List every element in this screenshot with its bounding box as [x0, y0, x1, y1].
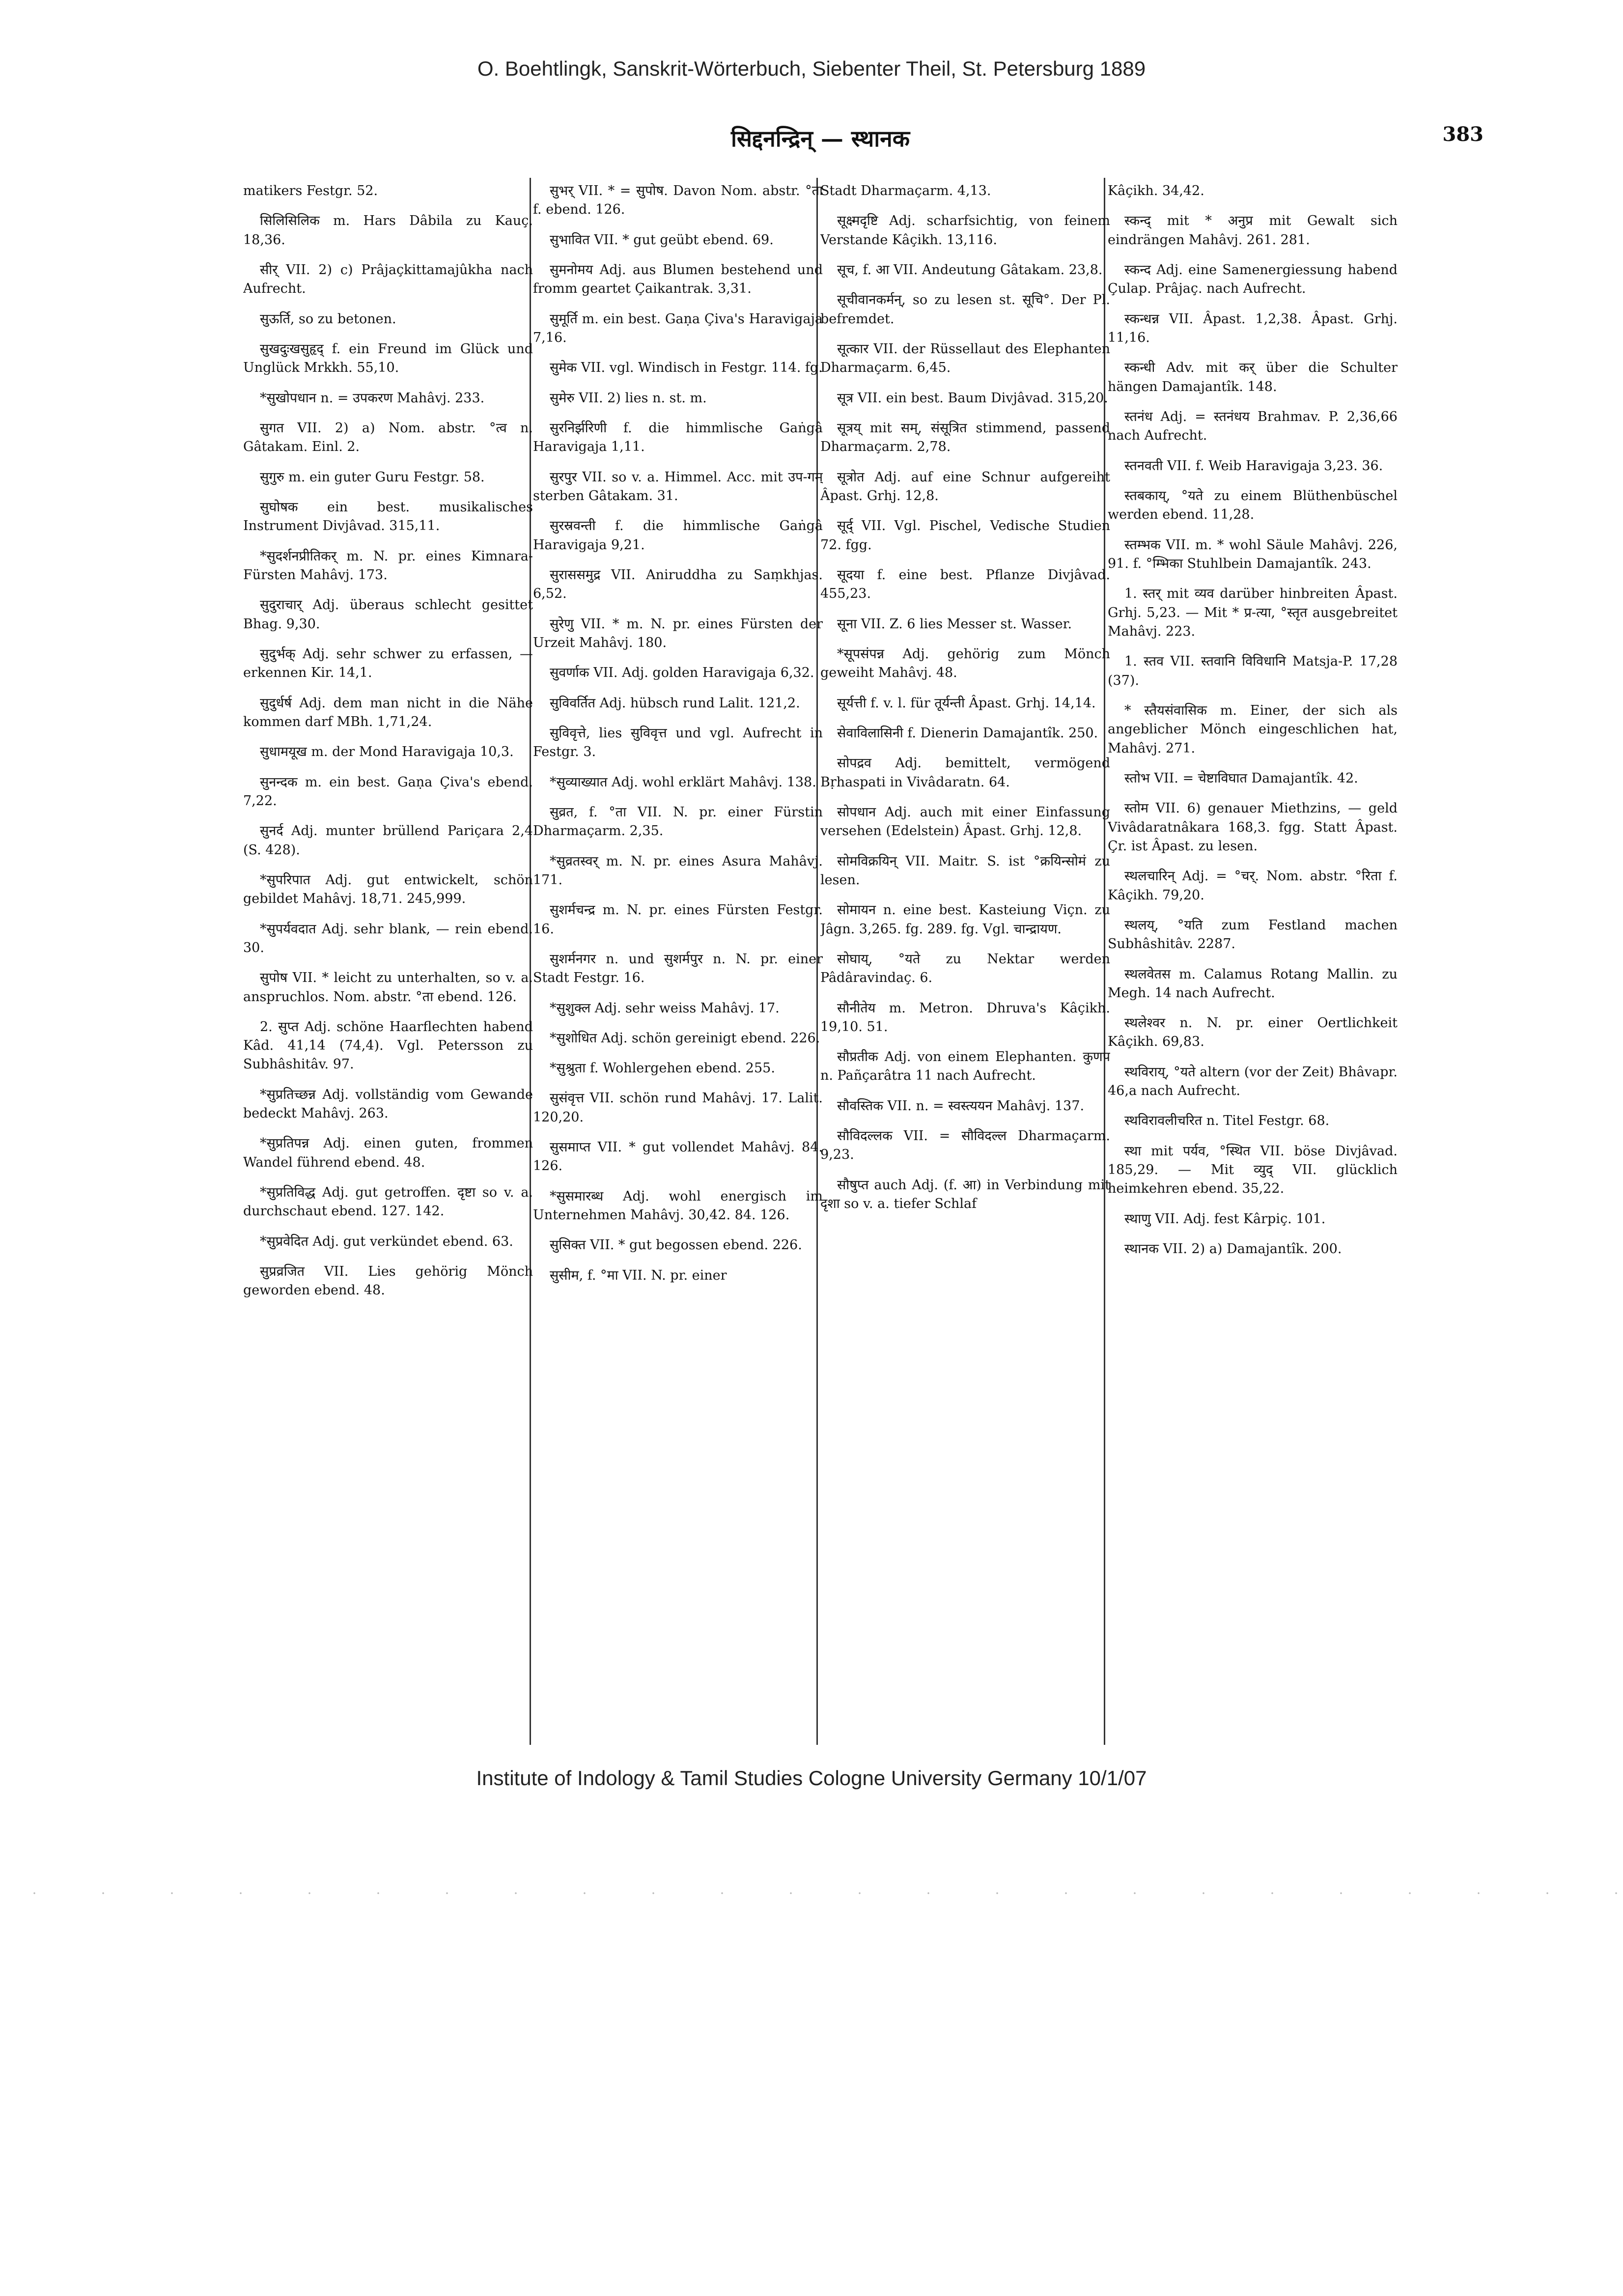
dictionary-entry: स्थलय्, °यति zum Festland machen Subhâshitâv. 2287. [1108, 917, 1398, 952]
dictionary-entry: सोमायन n. eine best. Kasteiung Viçn. zu Jâgn. 3,265. fg. 289. fg. Vgl. चान्द्रायण. [820, 902, 1110, 937]
dictionary-entry: सुगत VII. 2) a) Nom. abstr. °त्व n. Gâtakam. Einl. 2. [243, 420, 533, 455]
dictionary-entry: सूत्कार VII. der Rüssellaut des Elephanten Dharmaçarm. 6,45. [820, 341, 1110, 376]
dictionary-entry: * स्तैयसंवासिक m. Einer, der sich als angeblicher Mönch eingeschlichen hat, Mahâvj. 271. [1108, 702, 1398, 756]
dictionary-entry: स्कन्धन्न VII. Âpast. 1,2,38. Âpast. Grhj. 11,16. [1108, 311, 1398, 345]
dictionary-entry: matikers Festgr. 52. [243, 183, 378, 198]
dictionary-entry: सुपोष VII. * leicht zu unterhalten, so v. a. anspruchlos. Nom. abstr. °ता ebend. 126. [243, 970, 533, 1005]
dictionary-entry: सूत्र VII. ein best. Baum Divjâvad. 315,20. [837, 390, 1108, 406]
dictionary-entry: स्थविराय्, °यते altern (vor der Zeit) Bhâvapr. 46,a nach Aufrecht. [1108, 1064, 1398, 1099]
dictionary-entry: स्थाणु VII. Adj. fest Kârpiç. 101. [1124, 1211, 1326, 1227]
dictionary-entry: सूक्ष्मदृष्टि Adj. scharfsichtig, von feinem Verstande Kâçikh. 13,116. [820, 213, 1110, 248]
dictionary-entry: *सूपसंपन्न Adj. gehörig zum Mönch geweiht Mahâvj. 48. [820, 646, 1110, 681]
dictionary-entry: सुप्रव्रजित VII. Lies gehörig Mönch geworden ebend. 48. [243, 1264, 533, 1298]
dictionary-entry: सीर् VII. 2) c) Prâjaçkittamajûkha nach Aufrecht. [243, 262, 533, 297]
dictionary-entry: सुनर्द Adj. munter brüllend Pariçara 2,4 (S. 428). [243, 823, 533, 858]
dictionary-entry: स्कन्धी Adv. mit कर् über die Schulter hängen Damajantîk. 148. [1108, 360, 1398, 394]
dictionary-entry: सोपद्रव Adj. bemittelt, vermögend Bṛhaspati in Vivâdaratn. 64. [820, 756, 1110, 790]
source-citation-header: O. Boehtlingk, Sanskrit-Wörterbuch, Siebenter Theil, St. Petersburg 1889 [477, 57, 1146, 80]
dictionary-entry: सूत्रोत Adj. auf eine Schnur aufgereiht Âpast. Grhj. 12,8. [820, 469, 1110, 504]
dictionary-entry: *सुप्रवेदित Adj. gut verkündet ebend. 63. [260, 1233, 513, 1249]
dictionary-entry: सूचीवानकर्मन्, so zu lesen st. सूचि°. Der Pl. befremdet. [820, 292, 1110, 327]
dictionary-entry: सुगुरु m. ein guter Guru Festgr. 58. [260, 469, 485, 485]
page-number: 383 [1442, 123, 1483, 146]
dictionary-entry: स्थलचारिन् Adj. = °चर्. Nom. abstr. °रिता f. Kâçikh. 79,20. [1108, 868, 1398, 903]
dictionary-entry: सेवाविलासिनी f. Dienerin Damajantîk. 250. [837, 725, 1098, 741]
dictionary-entry: सौवस्तिक VII. n. = स्वस्त्ययन Mahâvj. 137. [837, 1098, 1085, 1114]
dictionary-entry: *सुखोपधान n. = उपकरण Mahâvj. 233. [260, 390, 485, 406]
dictionary-entry: सुखदुःखसुहृद् f. ein Freund im Glück und Unglück Mrkkh. 55,10. [243, 341, 533, 376]
dictionary-entry: सूर्यत्ती f. v. l. für तूर्यन्ती Âpast. Grhj. 14,14. [837, 695, 1096, 711]
dictionary-entry: स्तोभ VII. = चेष्टाविघात Damajantîk. 42. [1124, 770, 1358, 786]
dictionary-entry: सुशर्मनगर n. und सुशर्मपुर n. N. pr. einer Stadt Festgr. 16. [533, 951, 823, 986]
dictionary-entry: सोमविक्रयिन् VII. Maitr. S. ist °क्रयिन्सोमं zu lesen. [820, 853, 1110, 888]
dictionary-entry: सौषुप्त auch Adj. (f. आ) in Verbindung mit दृशा so v. a. tiefer Schlaf [820, 1177, 1110, 1212]
dictionary-column-4 [1108, 182, 1398, 1739]
dictionary-entry: सूर्द् VII. Vgl. Pischel, Vedische Studien 72. fgg. [820, 518, 1110, 553]
dictionary-entry: सुमनोमय Adj. aus Blumen bestehend und fromm geartet Çaikantrak. 3,31. [533, 262, 823, 297]
dictionary-entry: सुघोषक ein best. musikalisches Instrument Divjâvad. 315,11. [243, 499, 533, 534]
dictionary-entry: स्थानक VII. 2) a) Damajantîk. 200. [1124, 1241, 1342, 1257]
dictionary-entry: सुविवर्तित Adj. hübsch rund Lalit. 121,2. [550, 695, 800, 711]
dictionary-entry: स्कन्द् mit * अनुप्र mit Gewalt sich eindrängen Mahâvj. 261. 281. [1108, 213, 1398, 248]
dictionary-entry: *सुशुक्ल Adj. sehr weiss Mahâvj. 17. [550, 1000, 780, 1016]
dictionary-entry: सुरेणु VII. * m. N. pr. eines Fürsten der Urzeit Mahâvj. 180. [533, 616, 823, 650]
dictionary-entry: स्तबकाय्, °यते zu einem Blüthenbüschel werden ebend. 11,28. [1108, 488, 1398, 523]
dictionary-entry: स्तनंध Adj. = स्तनंधय Brahmav. P. 2,36,66 nach Aufrecht. [1108, 409, 1398, 444]
dictionary-entry: सुभावित VII. * gut geübt ebend. 69. [550, 232, 774, 248]
dictionary-entry: सुरस्रवन्ती f. die himmlische Gaṅgâ Haravigaja 9,21. [533, 518, 823, 553]
dictionary-column-2 [533, 182, 823, 1739]
institute-footer: Institute of Indology & Tamil Studies Cologne University Germany 10/1/07 [476, 1766, 1147, 1790]
dictionary-entry: *सुश्रुता f. Wohlergehen ebend. 255. [550, 1061, 775, 1076]
dictionary-entry: सुऊर्ति, so zu betonen. [260, 311, 396, 327]
dictionary-entry: सुसमाप्त VII. * gut vollendet Mahâvj. 84. 126. [533, 1140, 823, 1174]
dictionary-entry: सुरपुर VII. so v. a. Himmel. Acc. mit उप-गम् sterben Gâtakam. 31. [533, 469, 823, 504]
dictionary-entry: स्कन्द Adj. eine Samenergiessung habend Çulap. Prâjaç. nach Aufrecht. [1108, 262, 1398, 297]
scan-artifact-dots [0, 1891, 1623, 1895]
dictionary-entry: सुरनिर्झरिणी f. die himmlische Gaṅgâ Haravigaja 1,11. [533, 420, 823, 455]
dictionary-entry: सूदया f. eine best. Pflanze Divjâvad. 455,23. [820, 567, 1110, 602]
dictionary-column-1 [243, 182, 533, 1739]
dictionary-entry: *सुप्रतिविद्ध Adj. gut getroffen. दृष्टा so v. a. durchschaut ebend. 127. 142. [243, 1185, 533, 1219]
dictionary-entry: 1. स्तव VII. स्तवानि विविधानि Matsja-P. 17,28 (37). [1108, 654, 1398, 688]
dictionary-entry: सुसंवृत्त VII. schön rund Mahâvj. 17. Lalit. 120,20. [533, 1091, 823, 1125]
dictionary-entry: सुसीम, f. °मा VII. N. pr. einer [550, 1267, 727, 1283]
dictionary-entry: सुराससमुद्र VII. Aniruddha zu Saṃkhjas. 6,52. [533, 567, 823, 602]
dictionary-entry: 2. सुप्त Adj. schöne Haarflechten habend Kâd. 41,14 (74,4). Vgl. Petersson zu Subhâshitâv. 97. [243, 1019, 533, 1072]
dictionary-entry: *सुशोधित Adj. schön gereinigt ebend. 226. [550, 1030, 820, 1046]
dictionary-entry: सुव्रत, f. °ता VII. N. pr. einer Fürstin Dharmaçarm. 2,35. [533, 804, 823, 839]
dictionary-entry: सूना VII. Z. 6 lies Messer st. Wasser. [837, 616, 1072, 632]
dictionary-entry: सुभर् VII. * = सुपोष. Davon Nom. abstr. °ता f. ebend. 126. [533, 183, 823, 218]
dictionary-entry: सुधामयूख m. der Mond Haravigaja 10,3. [260, 744, 514, 760]
dictionary-entry: सुशर्मचन्द्र m. N. pr. eines Fürsten Festgr. 16. [533, 902, 823, 937]
dictionary-entry: Stadt Dharmaçarm. 4,13. [820, 183, 991, 198]
dictionary-entry: *सुव्रतस्वर् m. N. pr. eines Asura Mahâvj. 171. [533, 853, 823, 888]
running-head: सिद्दनन्द्रिन् — स्थानक [730, 125, 910, 152]
dictionary-entry: सुवर्णाक VII. Adj. golden Haravigaja 6,32. [550, 665, 814, 681]
dictionary-entry: स्थलवेतस m. Calamus Rotang Mallin. zu Megh. 14 nach Aufrecht. [1108, 966, 1398, 1001]
dictionary-entry: सुमूर्ति m. ein best. Gaṇa Çiva's Haravigaja 7,16. [533, 311, 823, 345]
dictionary-entry: सौप्रतीक Adj. von einem Elephanten. कुणप n. Pañçarâtra 11 nach Aufrecht. [820, 1049, 1110, 1084]
dictionary-entry: स्था mit पर्यव, °स्थित VII. böse Divjâvad. 185,29. — Mit व्युद् VII. glücklich heimkehren ebend. 35,22. [1108, 1143, 1398, 1197]
dictionary-entry: 1. स्तर् mit व्यव darüber hinbreiten Âpast. Grhj. 5,23. — Mit * प्र-त्या, °स्तृत ausgebreitet Mahâvj. 223. [1108, 586, 1398, 639]
dictionary-entry: सूत्रय् mit सम्, संसूत्रित stimmend, passend Dharmaçarm. 2,78. [820, 420, 1110, 455]
dictionary-entry: सुदुराचार् Adj. überaus schlecht gesittet Bhag. 9,30. [243, 597, 533, 632]
dictionary-entry: Kâçikh. 34,42. [1108, 183, 1204, 198]
dictionary-entry: स्तम्भक VII. m. * wohl Säule Mahâvj. 226, 91. f. °म्भिका Stuhlbein Damajantîk. 243. [1108, 537, 1398, 571]
dictionary-entry: *सुपर्यवदात Adj. sehr blank, — rein ebend. 30. [243, 921, 533, 955]
dictionary-entry: सूच, f. आ VII. Andeutung Gâtakam. 23,8. [837, 262, 1103, 278]
dictionary-entry: *सुव्याख्यात Adj. wohl erklärt Mahâvj. 138. [550, 774, 816, 790]
dictionary-entry: स्तोम VII. 6) genauer Miethzins, — geld Vivâdaratnâkara 168,3. fgg. Statt Âpast. Çr. ist Âpast. zu lesen. [1108, 801, 1398, 854]
dictionary-entry: सोपधान Adj. auch mit einer Einfassung versehen (Edelstein) Âpast. Grhj. 12,8. [820, 804, 1110, 839]
dictionary-entry: स्थविरावलीचरित n. Titel Festgr. 68. [1124, 1113, 1330, 1129]
dictionary-entry: *सुसमारब्ध Adj. wohl energisch im Unternehmen Mahâvj. 30,42. 84. 126. [533, 1188, 823, 1223]
dictionary-entry: सुसिक्त VII. * gut begossen ebend. 226. [550, 1237, 802, 1253]
dictionary-entry: सुनन्दक m. ein best. Gaṇa Çiva's ebend. 7,22. [243, 774, 533, 809]
dictionary-entry: स्तनवती VII. f. Weib Haravigaja 3,23. 36. [1124, 458, 1383, 474]
dictionary-entry: *सुपरिपात Adj. gut entwickelt, schön gebildet Mahâvj. 18,71. 245,999. [243, 872, 533, 907]
dictionary-entry: स्थलेश्वर n. N. pr. einer Oertlichkeit Kâçikh. 69,83. [1108, 1015, 1398, 1050]
dictionary-entry: सौविदल्लक VII. = सौविदल्ल Dharmaçarm. 9,23. [820, 1128, 1110, 1163]
dictionary-entry: सुदुर्धर्ष Adj. dem man nicht in die Nähe kommen darf MBh. 1,71,24. [243, 695, 533, 729]
dictionary-entry: *सुदर्शनप्रीतिकर् m. N. pr. eines Kimnara-Fürsten Mahâvj. 173. [243, 548, 533, 583]
dictionary-entry: सिलिसिलिक m. Hars Dâbila zu Kauç. 18,36. [243, 213, 533, 248]
dictionary-entry: सुदुर्भक् Adj. sehr schwer zu erfassen, — erkennen Kir. 14,1. [243, 646, 533, 681]
dictionary-column-3 [820, 182, 1110, 1739]
dictionary-entry: *सुप्रतिच्छन्न Adj. vollständig vom Gewande bedeckt Mahâvj. 263. [243, 1087, 533, 1121]
dictionary-entry: सुविवृत्ते, lies सुविवृत्त und vgl. Aufrecht in Festgr. 3. [533, 725, 823, 760]
dictionary-entry: *सुप्रतिपन्न Adj. einen guten, frommen Wandel führend ebend. 48. [243, 1136, 533, 1170]
dictionary-entry: सुमेरु VII. 2) lies n. st. m. [550, 390, 707, 406]
dictionary-entry: सौनीतेय m. Metron. Dhruva's Kâçikh. 19,10. 51. [820, 1000, 1110, 1035]
dictionary-entry: सुमेक VII. vgl. Windisch in Festgr. 114. fg. [550, 360, 823, 376]
dictionary-entry: सोघाय्, °यते zu Nektar werden Pâdâravindaç. 6. [820, 951, 1110, 986]
